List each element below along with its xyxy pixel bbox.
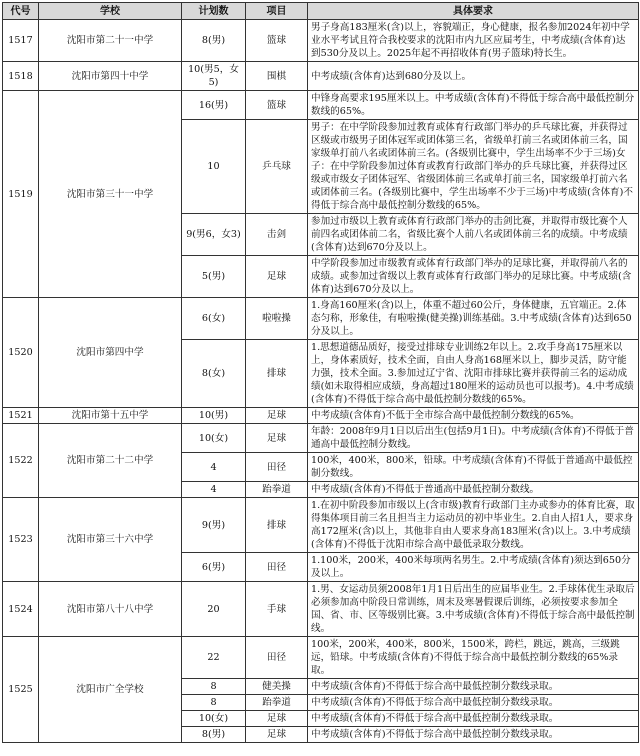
admissions-table	[2, 2, 639, 743]
plan-count: 8	[182, 695, 246, 711]
school-name: 沈阳市第二十二中学	[39, 424, 182, 498]
school-code: 1519	[3, 91, 39, 298]
plan-count: 9(男)	[182, 498, 246, 553]
sport-item: 围棋	[246, 62, 308, 91]
requirements: 中考成绩(含体育)不低于全市综合高中最低控制分数线的65%。	[308, 408, 639, 424]
sport-item: 足球	[246, 256, 308, 298]
header-sport: 项目	[246, 3, 308, 20]
school-name: 沈阳市第三十一中学	[39, 91, 182, 298]
requirements: 100米，400米，800米，铅球。中考成绩(含体育)不得低于普通高中最低控制分数线。	[308, 453, 639, 482]
requirements: 中考成绩(含体育)达到680分及以上。	[308, 62, 639, 91]
sport-item: 跆拳道	[246, 482, 308, 498]
school-code: 1523	[3, 498, 39, 582]
plan-count: 16(男)	[182, 91, 246, 120]
plan-count: 6(男)	[182, 553, 246, 582]
table-row	[3, 498, 639, 553]
school-code: 1524	[3, 582, 39, 637]
sport-item: 篮球	[246, 20, 308, 62]
plan-count: 10(女)	[182, 711, 246, 727]
plan-count: 20	[182, 582, 246, 637]
header-row	[3, 3, 639, 20]
sport-item: 排球	[246, 340, 308, 408]
sport-item: 啦啦操	[246, 298, 308, 340]
school-code: 1520	[3, 298, 39, 408]
plan-count: 5(男)	[182, 256, 246, 298]
school-name: 沈阳市第十五中学	[39, 408, 182, 424]
plan-count: 9(男6，女3)	[182, 214, 246, 256]
plan-count: 8	[182, 679, 246, 695]
sport-item: 足球	[246, 424, 308, 453]
table-row	[3, 424, 639, 453]
requirements: 男子身高183厘米(含)以上，容貌端正，身心健康，报名参加2024年初中学业水平考试且符合我校要求的沈阳市内九区应届考生，中考成绩(含体育)达到530分及以上。2025年起不再招收体育(男子篮球)特长生。	[308, 20, 639, 62]
school-code: 1525	[3, 637, 39, 743]
plan-count: 8(男)	[182, 20, 246, 62]
requirements: 1.男、女运动员须2008年1月1日后出生的应届毕业生。2.手球体优生录取后必须参加高中阶段日常训练，周末及寒暑假课后训练，必须按要求参加全国、省、市、区等级别比赛。3.中考成绩(含体育)不得低于综合高中最低控制线。	[308, 582, 639, 637]
school-code: 1517	[3, 20, 39, 62]
sport-item: 田径	[246, 453, 308, 482]
school-name: 沈阳市第八十八中学	[39, 582, 182, 637]
plan-count: 4	[182, 453, 246, 482]
sport-item: 乒乓球	[246, 120, 308, 214]
requirements: 中考成绩(含体育)不得低于综合高中最低控制分数线录取。	[308, 695, 639, 711]
school-name: 沈阳市第四中学	[39, 298, 182, 408]
table-row	[3, 408, 639, 424]
sport-item: 足球	[246, 408, 308, 424]
requirements: 100米，200米，400米，800米，1500米，跨栏，跳远，跳高，三级跳远，铅球。中考成绩(含体育)不得低于综合高中最低控制分数线的65%录取。	[308, 637, 639, 679]
plan-count: 6(女)	[182, 298, 246, 340]
requirements: 中考成绩(含体育)不得低于综合高中最低控制分数线录取。	[308, 679, 639, 695]
school-code: 1518	[3, 62, 39, 91]
sport-item: 足球	[246, 711, 308, 727]
sport-item: 足球	[246, 727, 308, 743]
school-name: 沈阳市第三十六中学	[39, 498, 182, 582]
header-code: 代号	[3, 3, 39, 20]
sport-item: 跆拳道	[246, 695, 308, 711]
sport-item: 篮球	[246, 91, 308, 120]
requirements: 1.100米，200米，400米每项两名男生。2.中考成绩(含体育)须达到650分及以上。	[308, 553, 639, 582]
plan-count: 10(男)	[182, 408, 246, 424]
table-row	[3, 582, 639, 637]
requirements: 1.身高160厘米(含)以上，体重不超过60公斤，身体健康，五官端正。2.体态匀称，形象佳，有啦啦操(健美操)训练基础。3.中考成绩(含体育)达到650分及以上。	[308, 298, 639, 340]
sport-item: 健美操	[246, 679, 308, 695]
requirements: 中学阶段参加过市级教育或体育行政部门举办的足球比赛，并取得前八名的成绩。或参加过省级以上教育或体育行政部门举办的足球比赛。中考成绩(含体育)达到670分及以上。	[308, 256, 639, 298]
requirements: 参加过市级以上教育或体育行政部门举办的击剑比赛，并取得市级比赛个人前四名或团体前二名，省级比赛个人前八名或团体前三名的成绩。中考成绩(含体育)达到670分及以上。	[308, 214, 639, 256]
header-school: 学校	[39, 3, 182, 20]
sport-item: 击剑	[246, 214, 308, 256]
sport-item: 排球	[246, 498, 308, 553]
school-code: 1522	[3, 424, 39, 498]
school-code: 1521	[3, 408, 39, 424]
plan-count: 22	[182, 637, 246, 679]
school-name: 沈阳市广全学校	[39, 637, 182, 743]
table-row	[3, 62, 639, 91]
plan-count: 8(女)	[182, 340, 246, 408]
requirements: 男子：在中学阶段参加过教育或体育行政部门举办的乒乓球比赛，并获得过区级或市级男子团体冠军或团体第三名，省级单打前三名或团体前三名，国家级单打前八名或团体前三名。(各级别比赛中，学生出场率不少于三场)女子：在中学阶段参加过体育或教育行政部门举办的乒乓球比赛，并获得过区级或市级女子团体冠军、省级团体前三名或单打前三名，国家级单打前六名或团体前三名。(各级别比赛中，学生出场率不少于三场)中考成绩(含体育)不得低于综合高中最低控制分数线的65%。	[308, 120, 639, 214]
table-row	[3, 298, 639, 340]
plan-count: 4	[182, 482, 246, 498]
sport-item: 手球	[246, 582, 308, 637]
plan-count: 10	[182, 120, 246, 214]
plan-count: 8(男)	[182, 727, 246, 743]
requirements: 1.思想道德品质好，接受过排球专业训练2年以上。2.攻手身高175厘米以上，身体素质好，技术全面，自由人身高168厘米以上，脚步灵活，防守能力强，技术全面。3.参加过辽宁省、沈阳市排球比赛并获得前三名的运动成绩(如未取得相应成绩，身高超过180厘米的运动员也可以报考)。4.中考成绩(含体育)不得低于综合高中最低控制分数线的65%。	[308, 340, 639, 408]
plan-count: 10(女)	[182, 424, 246, 453]
sport-item: 田径	[246, 637, 308, 679]
requirements: 中考成绩(含体育)不得低于综合高中最低控制分数线录取。	[308, 727, 639, 743]
requirements: 中考成绩(含体育)不得低于综合高中最低控制分数线录取。	[308, 711, 639, 727]
table-row	[3, 91, 639, 120]
school-name: 沈阳市第二十一中学	[39, 20, 182, 62]
header-plan: 计划数	[182, 3, 246, 20]
sport-item: 田径	[246, 553, 308, 582]
plan-count: 10(男5，女5)	[182, 62, 246, 91]
table-row	[3, 637, 639, 679]
requirements: 中考成绩(含体育)不得低于普通高中最低控制分数线。	[308, 482, 639, 498]
school-name: 沈阳市第四十中学	[39, 62, 182, 91]
table-row	[3, 20, 639, 62]
requirements: 中锋身高要求195厘米以上。中考成绩(含体育)不得低于综合高中最低控制分数线的65%。	[308, 91, 639, 120]
requirements: 1.在初中阶段参加市级以上(含市级)教育行政部门主办或参办的体育比赛，取得集体项目前三名且担当主力运动员的初中毕业生。2.自由人招1人，要求身高172厘米(含)以上，其他非自由人要求身高183厘米(含)以上。3.中考成绩(含体育)不得低于沈阳市综合高中最低录取分数线。	[308, 498, 639, 553]
header-requirements: 具体要求	[308, 3, 639, 20]
requirements: 年龄：2008年9月1日以后出生(包括9月1日)。中考成绩(含体育)不得低于普通高中最低控制分数线。	[308, 424, 639, 453]
